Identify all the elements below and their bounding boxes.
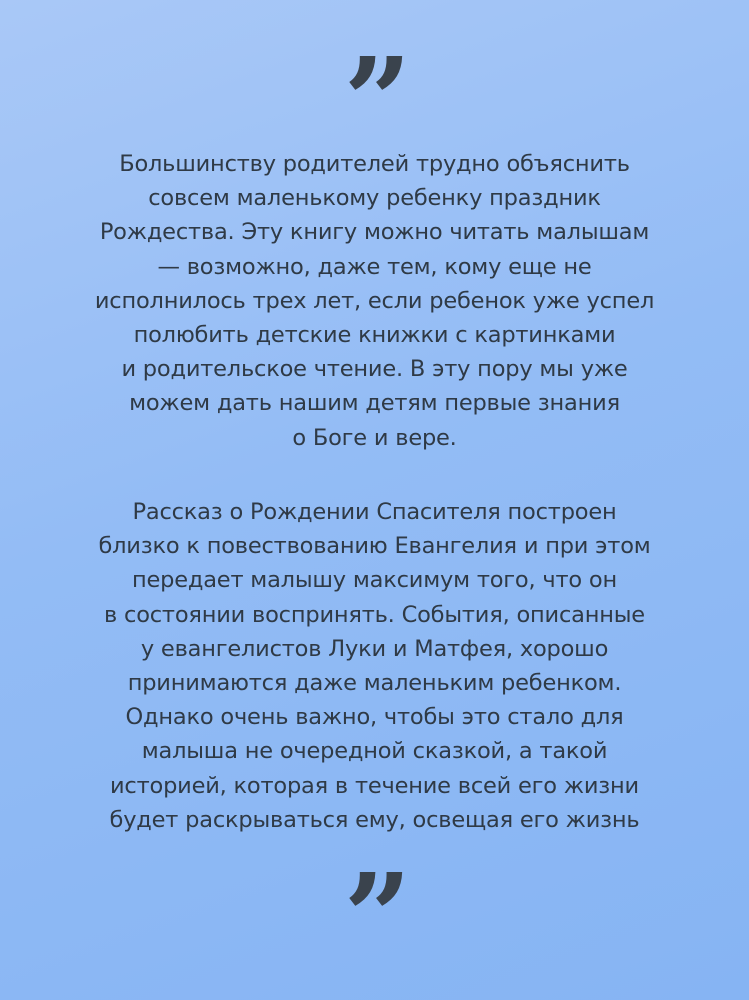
text-line: совсем маленькому ребенку праздник	[148, 185, 601, 212]
text-line: и родительское чтение. В эту пору мы уже	[121, 356, 628, 383]
closing-quote-icon: ”	[343, 847, 406, 986]
text-line: близко к повествованию Евангелия и при этом	[98, 533, 651, 560]
text-line: Однако очень важно, чтобы это стало для	[125, 704, 624, 731]
text-line: в состоянии воспринять. События, описанные	[104, 601, 645, 628]
text-line: о Боге и вере.	[292, 424, 457, 451]
paragraph-2	[40, 495, 709, 837]
text-line: малыша не очередной сказкой, а такой	[141, 738, 608, 765]
text-line: Большинству родителей трудно объяснить	[119, 151, 630, 177]
text-line: у евангелистов Луки и Матфея, хорошо	[140, 635, 609, 662]
text-line: можем дать нашим детям первые знания	[129, 390, 620, 417]
paragraph-1	[40, 147, 709, 455]
text-line: принимаются даже маленьким ребенком.	[127, 670, 622, 697]
text-line: исполнилось трех лет, если ребенок уже успел	[94, 287, 655, 314]
text-line: передает малышу максимум того, что он	[131, 567, 617, 594]
text-line: историей, которая в течение всей его жизни	[110, 772, 639, 799]
text-line: полюбить детские книжки с картинками	[133, 322, 616, 349]
text-line: будет раскрываться ему, освещая его жизнь	[109, 806, 640, 833]
text-line: Рассказ о Рождении Спасителя построен	[132, 499, 617, 525]
text-line: — возможно, даже тем, кому еще не	[157, 253, 592, 280]
text-line: Рождества. Эту книгу можно читать малышам	[99, 219, 650, 246]
opening-quote-icon: ”	[343, 31, 406, 170]
